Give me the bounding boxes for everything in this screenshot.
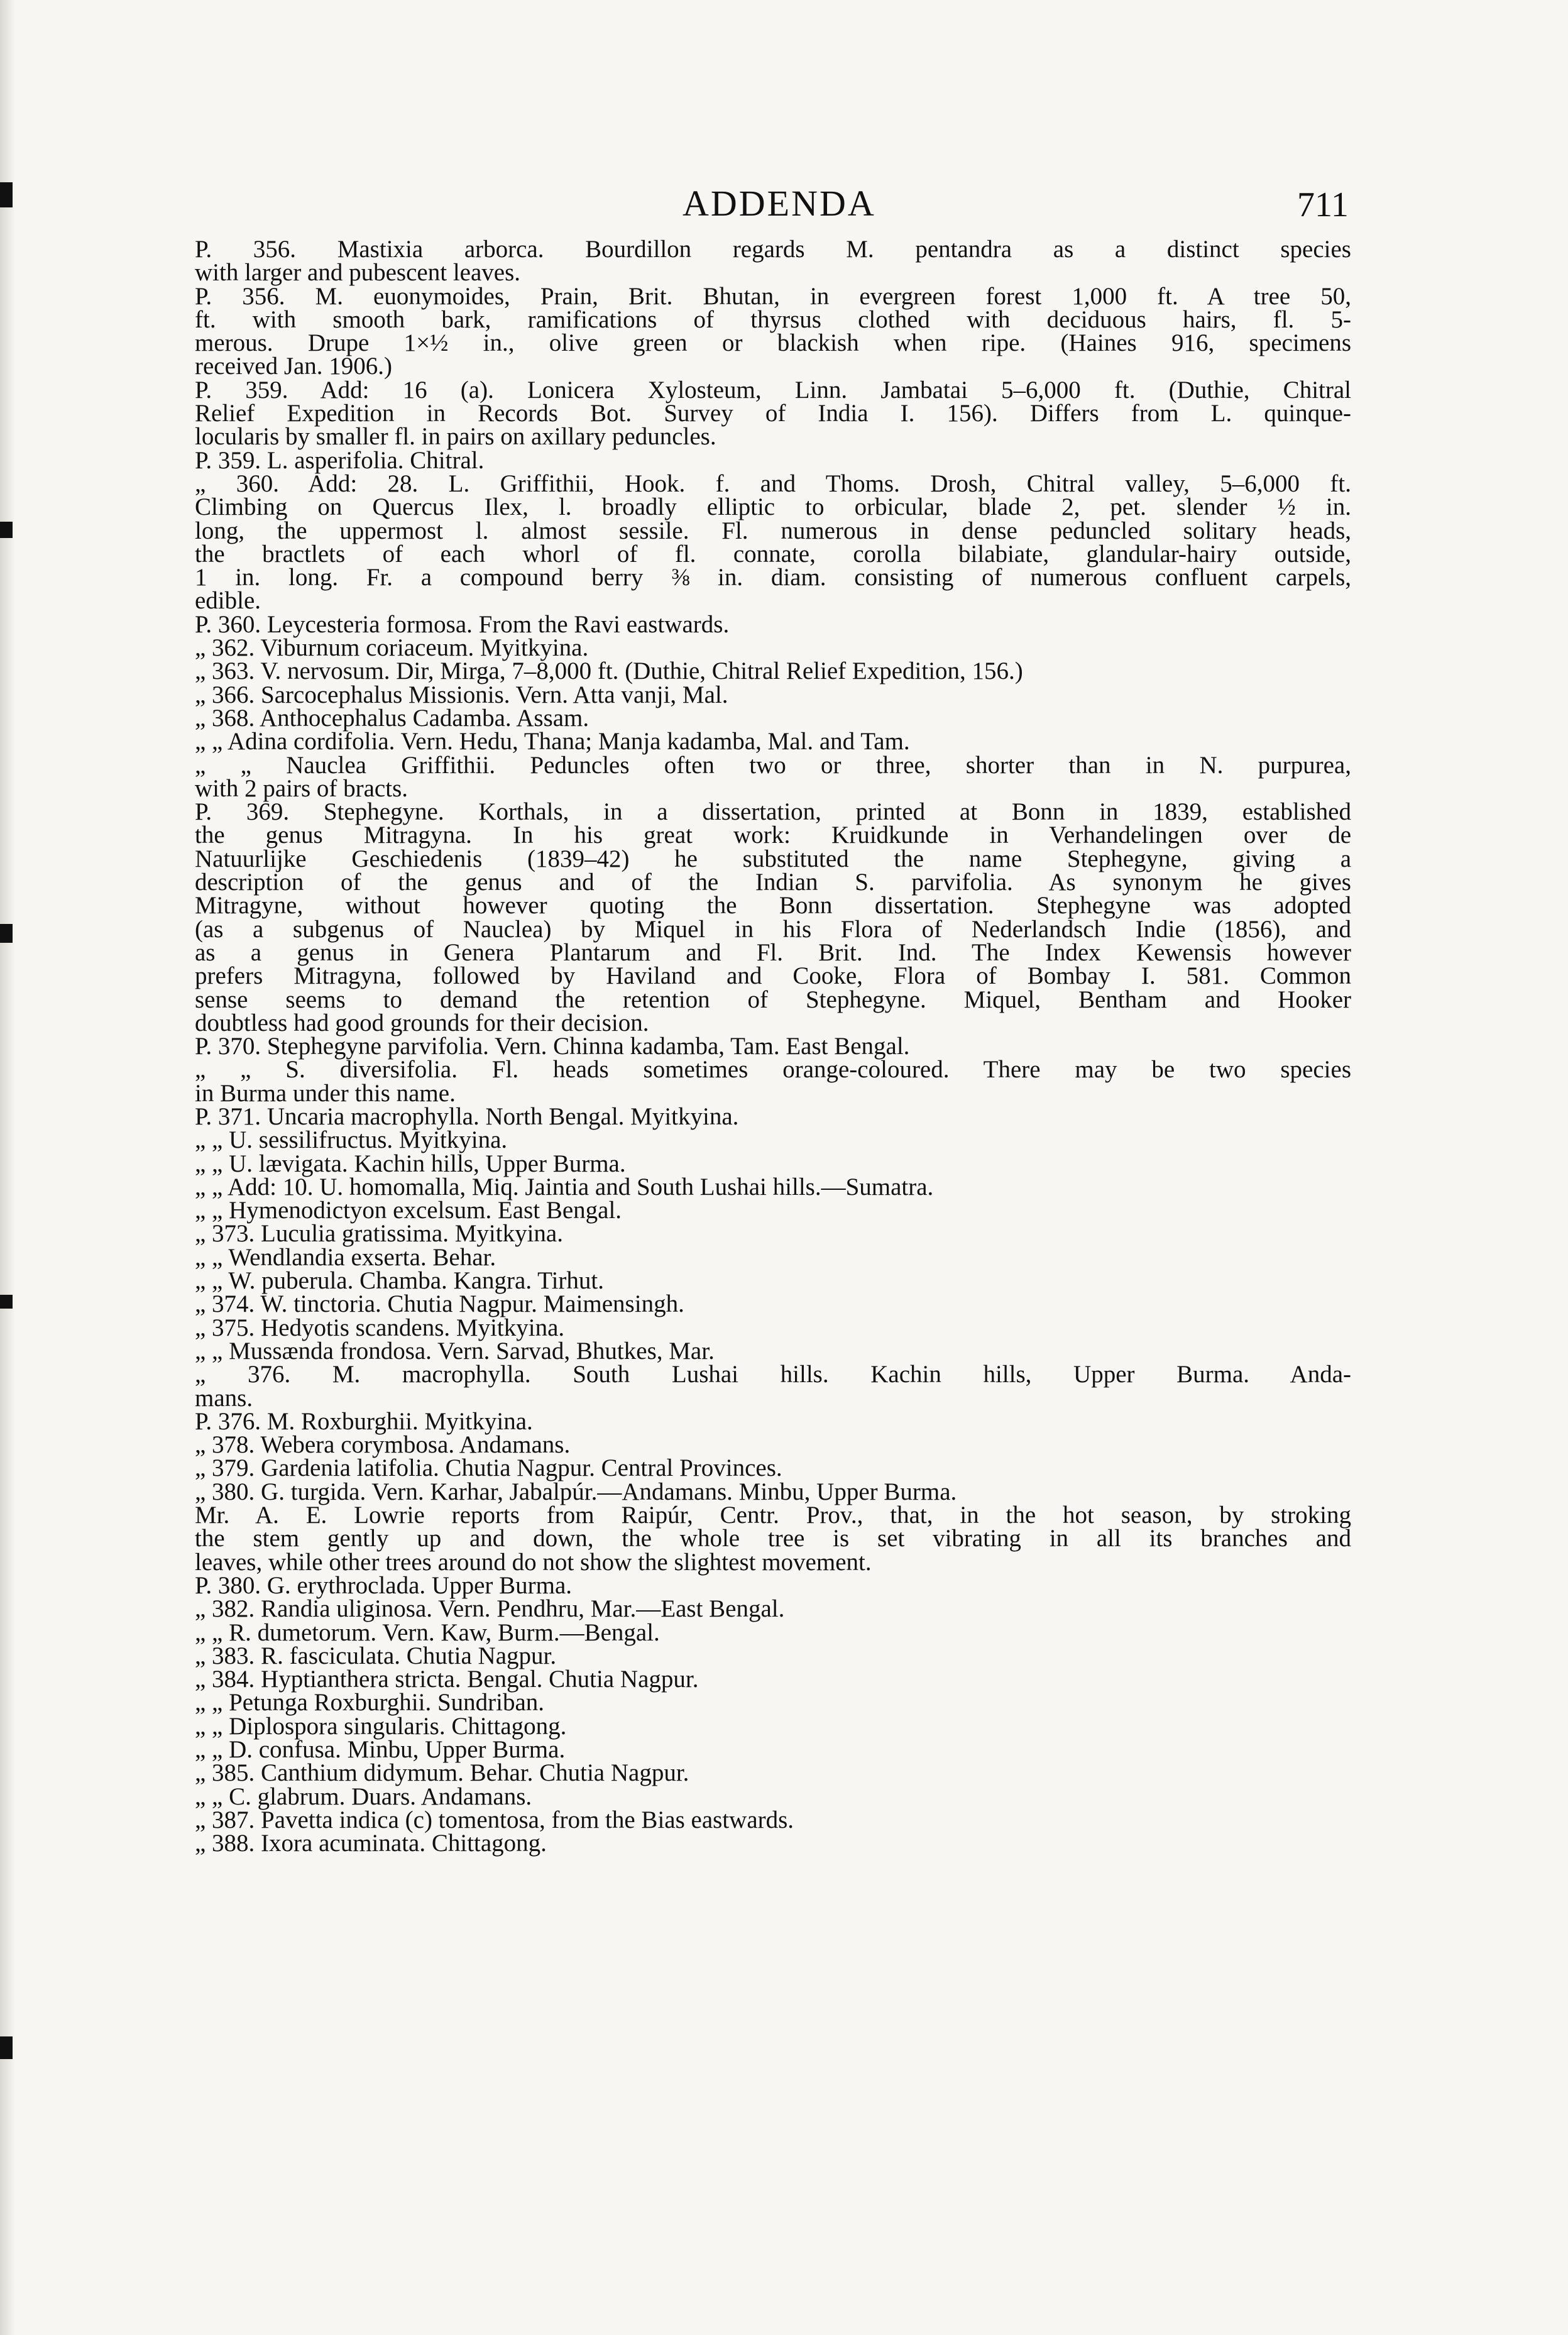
text-line: locularis by smaller fl. in pairs on axillary peduncles. xyxy=(195,423,716,451)
text-line: P. 370. Stephegyne parvifolia. Vern. Chinna kadamba, Tam. East Bengal. xyxy=(195,1033,910,1060)
text-line: P. 371. Uncaria macrophylla. North Bengal. Myitkyina. xyxy=(195,1102,739,1130)
text-line: the stem gently up and down, the whole tree is set vibrating in all its branches and xyxy=(195,1525,1351,1552)
text-line: P. 359. L. asperifolia. Chitral. xyxy=(195,446,485,474)
text-line: the genus Mitragyna. In his great work: Kruidkunde in Verhandelingen over de xyxy=(195,821,1351,849)
text-line: as a genus in Genera Plantarum and Fl. Brit. Ind. The Index Kewensis however xyxy=(195,938,1351,966)
text-line: leaves, while other trees around do not show the slightest movement. xyxy=(195,1548,872,1576)
text-line: sense seems to demand the retention of Stephegyne. Miquel, Bentham and Hooker xyxy=(195,986,1351,1013)
text-line: edible. xyxy=(195,587,261,615)
text-line: P. 356. Mastixia arborca. Bourdillon regards M. pentandra as a distinct species xyxy=(195,236,1351,263)
text-line: with larger and pubescent leaves. xyxy=(195,259,521,287)
text-line: „ „ R. dumetorum. Vern. Kaw, Burm.—Bengal. xyxy=(195,1618,660,1646)
text-line: „ 380. G. turgida. Vern. Karhar, Jabalpúr.—Andamans. Minbu, Upper Burma. xyxy=(195,1478,957,1505)
edge-mark xyxy=(0,522,13,538)
scan-edge xyxy=(0,0,15,2335)
text-line: „ 363. V. nervosum. Dir, Mirga, 7–8,000 ft. (Duthie, Chitral Relief Expedition, 156.) xyxy=(195,657,1023,685)
text-line: Relief Expedition in Records Bot. Survey of India I. 156). Differs from L. quinque- xyxy=(195,400,1351,427)
text-line: „ 376. M. macrophylla. South Lushai hills. Kachin hills, Upper Burma. Anda- xyxy=(195,1361,1351,1388)
body-text xyxy=(195,238,1351,1855)
text-line: P. 369. Stephegyne. Korthals, in a dissertation, printed at Bonn in 1839, established xyxy=(195,798,1351,826)
text-line: „ 383. R. fasciculata. Chutia Nagpur. xyxy=(195,1642,557,1669)
text-line: „ 374. W. tinctoria. Chutia Nagpur. Maimensingh. xyxy=(195,1290,684,1318)
running-title: ADDENDA xyxy=(683,183,876,224)
text-line: „ 362. Viburnum coriaceum. Myitkyina. xyxy=(195,634,589,662)
text-line: P. 359. Add: 16 (a). Lonicera Xylosteum, Linn. Jambatai 5–6,000 ft. (Duthie, Chitral xyxy=(195,376,1351,404)
text-line: „ „ Wendlandia exserta. Behar. xyxy=(195,1243,496,1271)
text-line: P. 376. M. Roxburghii. Myitkyina. xyxy=(195,1407,533,1435)
text-line: „ „ U. sessilifructus. Myitkyina. xyxy=(195,1126,508,1154)
text-line: Climbing on Quercus Ilex, l. broadly elliptic to orbicular, blade 2, pet. slender ½ in. xyxy=(195,493,1351,521)
edge-mark xyxy=(0,1295,13,1309)
text-line: (as a subgenus of Nauclea) by Miquel in his Flora of Nederlandsch Indie (1856), and xyxy=(195,915,1351,943)
text-line: „ „ Hymenodictyon excelsum. East Bengal. xyxy=(195,1197,622,1224)
text-line: in Burma under this name. xyxy=(195,1079,456,1107)
text-line: „ 360. Add: 28. L. Griffithii, Hook. f. and Thoms. Drosh, Chitral valley, 5–6,000 ft. xyxy=(195,470,1351,497)
text-line: „ „ C. glabrum. Duars. Andamans. xyxy=(195,1783,532,1810)
edge-mark xyxy=(0,2036,13,2059)
text-line: the bractlets of each whorl of fl. connate, corolla bilabiate, glandular-hairy outside, xyxy=(195,540,1351,568)
text-line: „ 375. Hedyotis scandens. Myitkyina. xyxy=(195,1314,565,1341)
text-line: Natuurlijke Geschiedenis (1839–42) he substituted the name Stephegyne, giving a xyxy=(195,845,1351,872)
text-line: „ „ U. lævigata. Kachin hills, Upper Burma. xyxy=(195,1150,626,1177)
text-line: „ „ Adina cordifolia. Vern. Hedu, Thana; Manja kadamba, Mal. and Tam. xyxy=(195,728,910,755)
text-line: „ „ Petunga Roxburghii. Sundriban. xyxy=(195,1689,545,1717)
text-line: prefers Mitragyna, followed by Haviland and Cooke, Flora of Bombay I. 581. Common xyxy=(195,962,1351,990)
text-line: Mr. A. E. Lowrie reports from Raipúr, Centr. Prov., that, in the hot season, by stroking xyxy=(195,1502,1351,1529)
text-line: „ 382. Randia uliginosa. Vern. Pendhru, Mar.—East Bengal. xyxy=(195,1595,785,1623)
text-line: „ „ S. diversifolia. Fl. heads sometimes orange-coloured. There may be two species xyxy=(195,1056,1351,1084)
text-line: with 2 pairs of bracts. xyxy=(195,774,408,802)
text-line: „ „ Diplospora singularis. Chittagong. xyxy=(195,1712,567,1740)
text-line: ft. with smooth bark, ramifications of thyrsus clothed with deciduous hairs, fl. 5- xyxy=(195,305,1351,333)
text-line: „ „ Nauclea Griffithii. Peduncles often two or three, shorter than in N. purpurea, xyxy=(195,751,1351,779)
text-line: P. 360. Leycesteria formosa. From the Ravi eastwards. xyxy=(195,610,730,638)
text-line: „ 385. Canthium didymum. Behar. Chutia Nagpur. xyxy=(195,1759,689,1787)
text-line: „ 384. Hyptianthera stricta. Bengal. Chutia Nagpur. xyxy=(195,1666,699,1693)
text-line: „ 366. Sarcocephalus Missionis. Vern. Atta vanji, Mal. xyxy=(195,681,728,708)
text-line: merous. Drupe 1×½ in., olive green or blackish when ripe. (Haines 916, specimens xyxy=(195,329,1351,357)
text-line: „ „ Add: 10. U. homomalla, Miq. Jaintia and South Lushai hills.—Sumatra. xyxy=(195,1173,934,1200)
text-line: „ 368. Anthocephalus Cadamba. Assam. xyxy=(195,704,589,732)
text-line: „ 387. Pavetta indica (c) tomentosa, from the Bias eastwards. xyxy=(195,1806,794,1833)
edge-mark xyxy=(0,924,13,943)
text-line: „ 379. Gardenia latifolia. Chutia Nagpur. Central Provinces. xyxy=(195,1454,782,1482)
text-line: long, the uppermost l. almost sessile. Fl. numerous in dense peduncled solitary heads, xyxy=(195,517,1351,544)
running-head xyxy=(0,176,1568,233)
text-line: Mitragyne, without however quoting the Bonn dissertation. Stephegyne was adopted xyxy=(195,892,1351,920)
text-line: „ 373. Luculia gratissima. Myitkyina. xyxy=(195,1220,563,1248)
text-line: 1 in. long. Fr. a compound berry ⅜ in. diam. consisting of numerous confluent carpels, xyxy=(195,564,1351,591)
text-line: received Jan. 1906.) xyxy=(195,353,393,380)
text-line: P. 356. M. euonymoides, Prain, Brit. Bhutan, in evergreen forest 1,000 ft. A tree 50, xyxy=(195,282,1351,310)
text-line: „ „ Mussænda frondosa. Vern. Sarvad, Bhutkes, Mar. xyxy=(195,1337,715,1365)
text-line: mans. xyxy=(195,1384,253,1412)
text-line: P. 380. G. erythroclada. Upper Burma. xyxy=(195,1571,573,1599)
text-line: „ „ W. puberula. Chamba. Kangra. Tirhut. xyxy=(195,1267,604,1295)
page-number: 711 xyxy=(1297,185,1349,224)
text-line: doubtless had good grounds for their decision. xyxy=(195,1009,649,1036)
text-line: „ 378. Webera corymbosa. Andamans. xyxy=(195,1431,571,1459)
text-line: description of the genus and of the Indian S. parvifolia. As synonym he gives xyxy=(195,869,1351,896)
text-line: „ „ D. confusa. Minbu, Upper Burma. xyxy=(195,1736,566,1763)
text-line: „ 388. Ixora acuminata. Chittagong. xyxy=(195,1830,547,1857)
